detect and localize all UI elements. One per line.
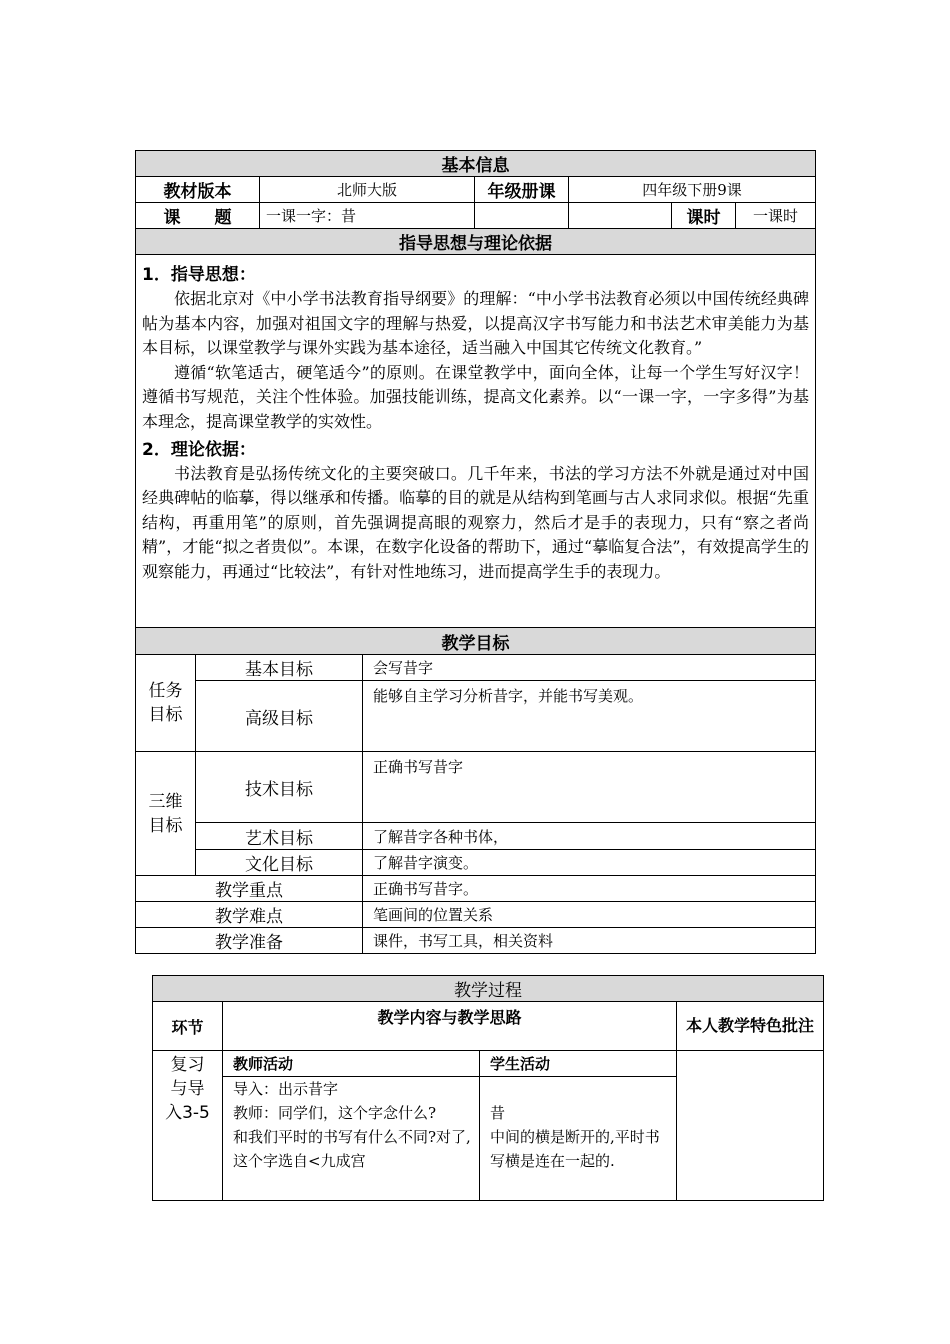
theory-basis-heading: 2．理论依据： (142, 439, 256, 460)
teacher-line: 导入：出示昔字 (233, 1080, 339, 1098)
theory-basis-paragraph: 书法教育是弘扬传统文化的主要突破口。几千年来，书法的学习方法不外就是通过对中国经典碑帖的临摹，得以继承和传播。临摹的目的就是从结构到笔画与古人求同求似。根据“先重结构，再重用笔”的原则，首先强调提高眼的观察力，然后才是手的表现力，只有“察之者尚精”，才能“拟之者贵似”。本课，在数字化设备的帮助下，通过“摹临复合法”，有效提高学生的观察能力，再通过“比较法”，有针对性地练习，进而提高学生手的表现力。 (142, 463, 809, 581)
hours-value: 一课时 (736, 203, 816, 229)
empty-cell (569, 203, 672, 229)
basic-info-title: 基本信息 (136, 151, 816, 177)
content-column-header: 教学内容与教学思路 (223, 1002, 677, 1051)
difficulty-label: 教学难点 (136, 902, 363, 928)
hours-label: 课时 (672, 203, 736, 229)
technique-objective-value: 正确书写昔字 (363, 752, 816, 823)
edition-value: 北师大版 (260, 177, 475, 203)
student-line: 昔 (490, 1104, 506, 1122)
student-activity-cell (480, 1077, 677, 1201)
culture-objective-value: 了解昔字演变。 (363, 850, 816, 876)
art-objective-value: 了解昔字各种书体， (363, 823, 816, 850)
lesson-info-table (135, 150, 816, 954)
guiding-thought-paragraph-1: 依据北京对《中小学书法教育指导纲要》的理解：“中小学书法教育必须以中国传统经典碑帖为基本内容，加强对祖国文字的理解与热爱，以提高汉字书写能力和书法艺术审美能力为基本目标，以课堂教学与课外实践为基本途径，适当融入中国其它传统文化教育。” (142, 289, 809, 358)
topic-label: 课 题 (136, 203, 260, 229)
stage-column-header: 环节 (153, 1002, 223, 1051)
basic-objective-value: 会写昔字 (363, 655, 816, 681)
difficulty-value: 笔画间的位置关系 (363, 902, 816, 928)
three-dimension-objectives-group: 三维目标 (136, 752, 196, 876)
key-point-label: 教学重点 (136, 876, 363, 902)
teacher-line: 教师：同学们，这个字念什么? (233, 1104, 437, 1122)
objectives-title: 教学目标 (136, 628, 816, 655)
stage-review-import: 复习与导入3-5 (153, 1051, 223, 1201)
topic-value: 一课一字：昔 (260, 203, 475, 229)
notes-column-header: 本人教学特色批注 (677, 1002, 824, 1051)
culture-objective-label: 文化目标 (196, 850, 363, 876)
key-point-value: 正确书写昔字。 (363, 876, 816, 902)
technique-objective-label: 技术目标 (196, 752, 363, 823)
guiding-thought-heading: 1．指导思想： (142, 265, 256, 285)
notes-cell (677, 1051, 824, 1201)
teacher-activity-cell (223, 1077, 480, 1201)
guidance-title: 指导思想与理论依据 (136, 229, 816, 255)
edition-label: 教材版本 (136, 177, 260, 203)
process-title: 教学过程 (153, 976, 824, 1002)
art-objective-label: 艺术目标 (196, 823, 363, 850)
student-line: 中间的横是断开的,平时书写横是连在一起的. (490, 1128, 660, 1170)
grade-value: 四年级下册9课 (569, 177, 816, 203)
guiding-thought-paragraph-2: 遵循“软笔适古，硬笔适今”的原则。在课堂教学中，面向全体，让每一个学生写好汉字！遵循书写规范，关注个性体验。加强技能训练，提高文化素养。以“一课一字，一字多得”为基本理念，提高课堂教学的实效性。 (142, 362, 809, 431)
preparation-label: 教学准备 (136, 928, 363, 954)
student-activity-header: 学生活动 (480, 1051, 677, 1077)
basic-objective-label: 基本目标 (196, 655, 363, 681)
grade-label: 年级册课 (475, 177, 569, 203)
teacher-line: 和我们平时的书写有什么不同?对了,这个字选自<九成宫 (233, 1128, 471, 1170)
guidance-body (136, 255, 816, 628)
preparation-value: 课件，书写工具，相关资料 (363, 928, 816, 954)
advanced-objective-value: 能够自主学习分析昔字，并能书写美观。 (363, 681, 816, 752)
empty-cell (475, 203, 569, 229)
teaching-process-table (152, 975, 824, 1201)
teacher-activity-header: 教师活动 (223, 1051, 480, 1077)
task-objectives-group: 任务目标 (136, 655, 196, 752)
advanced-objective-label: 高级目标 (196, 681, 363, 752)
